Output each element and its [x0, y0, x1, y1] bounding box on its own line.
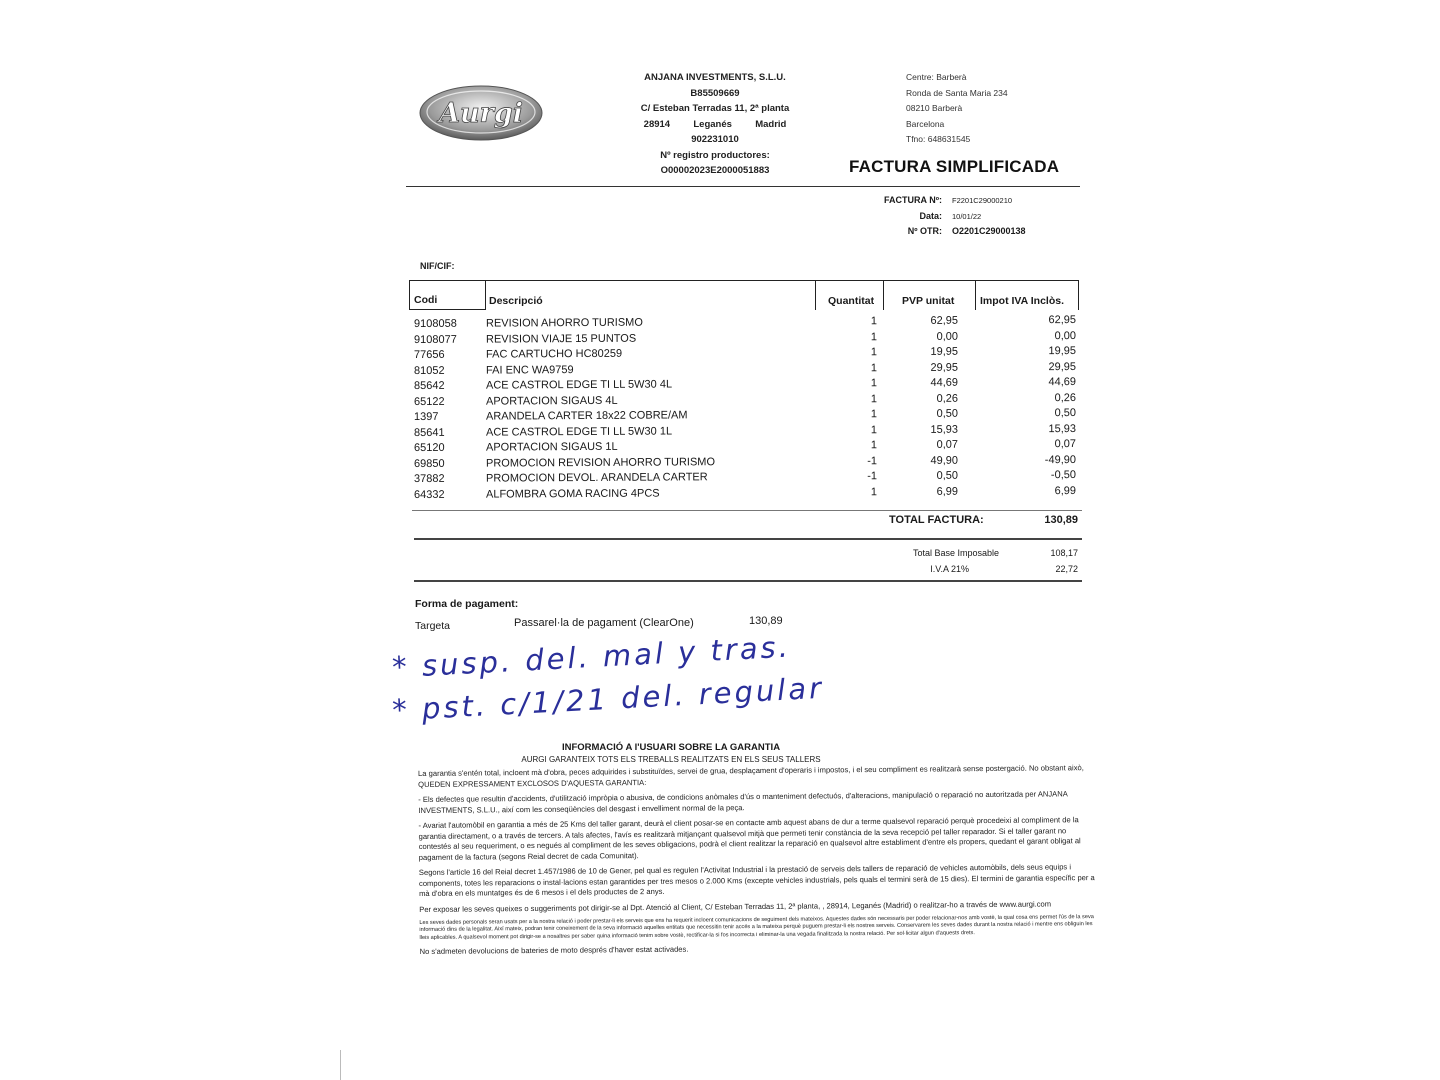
guarantee-paragraph: La garantia s'entén total, incloent mà d'obra, peces adquirides i substituïdes, servei de grua, desplaçament d'operaris i impostos, i el seu compliment es realitzarà sense postergació. No obstant això, QUEDEN EXPRESSAMENT EXCLOSOS D'AQUESTA GARANTIA: — [418, 763, 1084, 789]
centre-postcode: 08210 Barberà — [906, 103, 963, 113]
items-table-body — [412, 313, 1082, 502]
centre-name: Centre: Barberà — [906, 72, 967, 82]
company-address: C/ Esteban Terradas 11, 2ª planta — [640, 103, 790, 114]
registry-label: Nº registro productores: — [660, 149, 770, 161]
col-code: Codi — [409, 280, 485, 310]
guarantee-subtitle: AURGI GARANTEIX TOTS ELS TREBALLS REALITZATS EN ELS SEUS TALLERS — [521, 755, 821, 764]
item-amount: 6,99 — [1054, 484, 1077, 497]
company-postcode: 28914 — [643, 118, 671, 130]
item-quantity: 1 — [870, 377, 878, 390]
item-unit-price: 29,95 — [930, 361, 959, 374]
item-amount: 0,00 — [1054, 329, 1077, 342]
item-unit-price: 44,69 — [930, 376, 959, 389]
guarantee-paragraph: - Els defectes que resultin d'accidents, d'utilització impròpia o abusiva, de condicions anòmales d'ús o manteniment defectuós, d'alteracions, manipulació o reparació no autoritzada per ANJANA INVESTMENTS, S.L.U., així com les conseqüències del desgast i envelliment normal de la peça. — [418, 789, 1068, 815]
item-unit-price: 19,95 — [930, 345, 959, 358]
item-code: 85641 — [413, 426, 445, 439]
item-amount: 44,69 — [1048, 375, 1077, 389]
centre-phone: Tfno: 648631545 — [906, 134, 971, 144]
item-code: 65122 — [413, 395, 445, 408]
payment-title: Forma de pagament: — [415, 598, 519, 610]
item-amount: 15,93 — [1048, 422, 1077, 435]
total-divider — [414, 538, 1082, 540]
item-code: 85642 — [413, 379, 445, 393]
item-unit-price: 6,99 — [936, 485, 959, 498]
item-amount: 29,95 — [1048, 360, 1077, 373]
item-unit-price: 0,50 — [936, 469, 959, 482]
item-quantity: 1 — [870, 439, 878, 452]
item-amount: 0,50 — [1054, 406, 1077, 420]
document-title: FACTURA SIMPLIFICADA — [849, 157, 1060, 176]
item-amount: -49,90 — [1044, 453, 1077, 466]
guarantee-paragraph: - Avariat l'automòbil en garantia a més de 25 Kms del taller garant, deurà el client posar-se en contacte amb aquest abans de dur a terme qualsevol reparació perquè procedeixi al compliment de la garantia directament, o a través de tercers. A tals afectes, l'avís es realitzarà mitjançant qualsevol mitjà que permeti tenir constància de la seva recepció pel taller reparador. Si el taller garant no contestés al seu requeriment, o es negués al compliment de les seves obligacions, podrà el client realitzar la reparació en qualsevol altre establiment d'entre els propers, quedant el garant obligat al pagament de la factura (segons Reial decret de cada Comunitat). — [418, 815, 1081, 862]
item-code: 77656 — [413, 348, 445, 362]
guarantee-paragraph: Per exposar les seves queixes o suggeriments pot dirigir-se al Dpt. Atenció al Client, C/ Esteban Terradas 11, 2ª planta, , 28914, Leganés (Madrid) o realitzar-ho a través de www.aurgi.com — [419, 898, 1052, 914]
invoice-number-label: FACTURA Nº: — [884, 195, 942, 205]
item-description: FAI ENC WA9759 — [485, 363, 574, 377]
item-amount: 62,95 — [1048, 313, 1077, 327]
company-city: Leganés — [693, 118, 732, 130]
item-unit-price: 0,26 — [936, 392, 959, 405]
handwritten-note-2: * pst. c/1/21 del. regular — [391, 670, 825, 728]
item-quantity: 1 — [870, 361, 878, 374]
item-unit-price: 0,07 — [936, 438, 959, 451]
header-divider — [406, 186, 1080, 187]
otr-number: O2201C29000138 — [952, 226, 1026, 236]
col-qty: Quantitat — [815, 280, 883, 310]
item-quantity: 1 — [870, 485, 878, 498]
otr-label: Nº OTR: — [907, 226, 942, 236]
payment-amount: 130,89 — [749, 615, 783, 627]
col-unit-price: PVP unitat — [883, 280, 975, 310]
item-description: ARANDELA CARTER 18x22 COBRE/AM — [485, 409, 688, 423]
invoice-number: F2201C29000210 — [952, 196, 1013, 205]
col-description: Descripció — [485, 280, 815, 310]
item-quantity: 1 — [870, 330, 878, 343]
item-unit-price: 0,50 — [936, 407, 959, 420]
item-amount: 0,26 — [1054, 391, 1077, 404]
registry-value: O00002023E2000051883 — [660, 165, 770, 176]
item-code: 64332 — [413, 488, 445, 501]
item-quantity: 1 — [870, 392, 878, 405]
item-description: ACE CASTROL EDGE TI LL 5W30 4L — [485, 378, 673, 392]
item-quantity: 1 — [870, 423, 878, 436]
item-description: ACE CASTROL EDGE TI LL 5W30 1L — [485, 424, 673, 439]
items-table-header — [409, 280, 1079, 310]
centre-province: Barcelona — [906, 118, 945, 129]
nif-label: NIF/CIF: — [420, 261, 455, 271]
item-code: 81052 — [413, 364, 445, 377]
item-description: ALFOMBRA GOMA RACING 4PCS — [485, 487, 660, 501]
company-phone: 902231010 — [691, 134, 739, 145]
total-label: TOTAL FACTURA: — [889, 514, 984, 526]
payment-gateway: Passarel·la de pagament (ClearOne) — [514, 617, 694, 629]
item-unit-price: 15,93 — [930, 423, 959, 436]
item-quantity: 1 — [870, 315, 878, 328]
aurgi-logo — [418, 82, 544, 149]
item-code: 69850 — [413, 457, 445, 470]
iva-value: 22,72 — [1055, 564, 1078, 574]
col-amount: Impot IVA Inclòs. — [975, 280, 1079, 310]
invoice-date: 10/01/22 — [952, 211, 982, 221]
company-cif: B85509669 — [690, 87, 740, 99]
guarantee-body — [418, 763, 1096, 963]
centre-info — [906, 70, 1008, 148]
payment-method: Targeta — [415, 620, 451, 632]
item-amount: 19,95 — [1048, 344, 1077, 358]
item-quantity: 1 — [870, 346, 878, 359]
logo-text: Aurgi — [439, 98, 523, 129]
item-unit-price: 0,00 — [936, 330, 959, 343]
handwritten-note-1: * susp. del. mal y tras. — [391, 629, 792, 685]
item-code: 9108058 — [413, 317, 457, 331]
tax-divider — [414, 580, 1082, 582]
scan-edge-mark — [340, 1050, 341, 1080]
item-description: REVISION AHORRO TURISMO — [485, 316, 643, 330]
privacy-paragraph: Les seves dades personals seran usats per a la nostra relació i poder prestar-li els serveis que ens ha requerit incloent comunicacions de seguiment dels mateixos. Aquestes dades són necessaris per poder relacionar-nos amb vostè, la qual cosa ens permet l'ús de la seva informació dins de la legalitat. Així mateix, podran tenir coneixement de la seva informació aquelles entitats que necessitin tenir accés a la mateixa perquè puguem prestar-li els nostres serveis. Conservarem les seves dades durant la nostra relació i mentre ens obliguin les lleis aplicables. A qualsevol moment pot dirigir-se a nosaltres per saber quina informació tenim sobre vostè, rectificar-la si fos incorrecta i eliminar-la una vegada finalitzada la nostra relació. Per sol·licitar algun d'aquests drets. — [419, 914, 1094, 941]
item-amount: -0,50 — [1050, 468, 1077, 482]
date-label: Data: — [919, 210, 942, 221]
item-quantity: -1 — [867, 454, 878, 467]
guarantee-paragraph: Segons l'article 16 del Reial decret 1.457/1986 de 10 de Gener, pel qual es regulen l'Activitat Industrial i la prestació de serveis dels tallers de reparació de vehicles automòbils, dels seus equips i components, totes les reparacions o instal·lacions estan garantides per tres mesos o 2.000 Kms (excepte vehicles industrials, pels quals el termini serà de 15 dies). El termini de garantia específic per a mà d'obra en els muntatges és de 6 mesos i el dels productes de 2 anys. — [418, 862, 1095, 898]
guarantee-title: INFORMACIÓ A l'USUARI SOBRE LA GARANTIA — [561, 742, 781, 753]
company-name: ANJANA INVESTMENTS, S.L.U. — [644, 72, 786, 83]
item-code: 65120 — [413, 441, 445, 455]
total-value: 130,89 — [1044, 514, 1078, 526]
company-city-row — [600, 117, 830, 133]
base-label: Total Base Imposable — [912, 548, 999, 558]
item-description: PROMOCION DEVOL. ARANDELA CARTER — [485, 471, 708, 485]
item-description: APORTACION SIGAUS 1L — [485, 440, 618, 454]
item-description: PROMOCION REVISION AHORRO TURISMO — [485, 455, 716, 470]
item-code: 37882 — [413, 472, 445, 486]
item-code: 1397 — [413, 410, 439, 424]
item-quantity: -1 — [867, 470, 878, 483]
item-amount: 0,07 — [1054, 437, 1077, 451]
item-code: 9108077 — [413, 333, 457, 346]
centre-street: Ronda de Santa Maria 234 — [906, 87, 1008, 98]
item-quantity: 1 — [870, 408, 878, 421]
company-province: Madrid — [755, 118, 787, 130]
item-description: REVISION VIAJE 15 PUNTOS — [485, 332, 637, 346]
base-value: 108,17 — [1050, 548, 1078, 558]
item-description: FAC CARTUCHO HC80259 — [485, 347, 623, 361]
tax-breakdown-values — [1000, 545, 1078, 577]
tax-breakdown-labels — [889, 545, 999, 577]
item-unit-price: 62,95 — [930, 314, 959, 327]
invoice-meta — [860, 193, 1026, 240]
item-description: APORTACION SIGAUS 4L — [485, 394, 618, 408]
table-divider — [412, 510, 1082, 511]
battery-note: No s'admeten devolucions de bateries de moto després d'haver estat activades. — [419, 944, 689, 957]
company-info — [600, 70, 830, 179]
iva-label: I.V.A 21% — [930, 564, 969, 574]
item-unit-price: 49,90 — [930, 454, 959, 467]
